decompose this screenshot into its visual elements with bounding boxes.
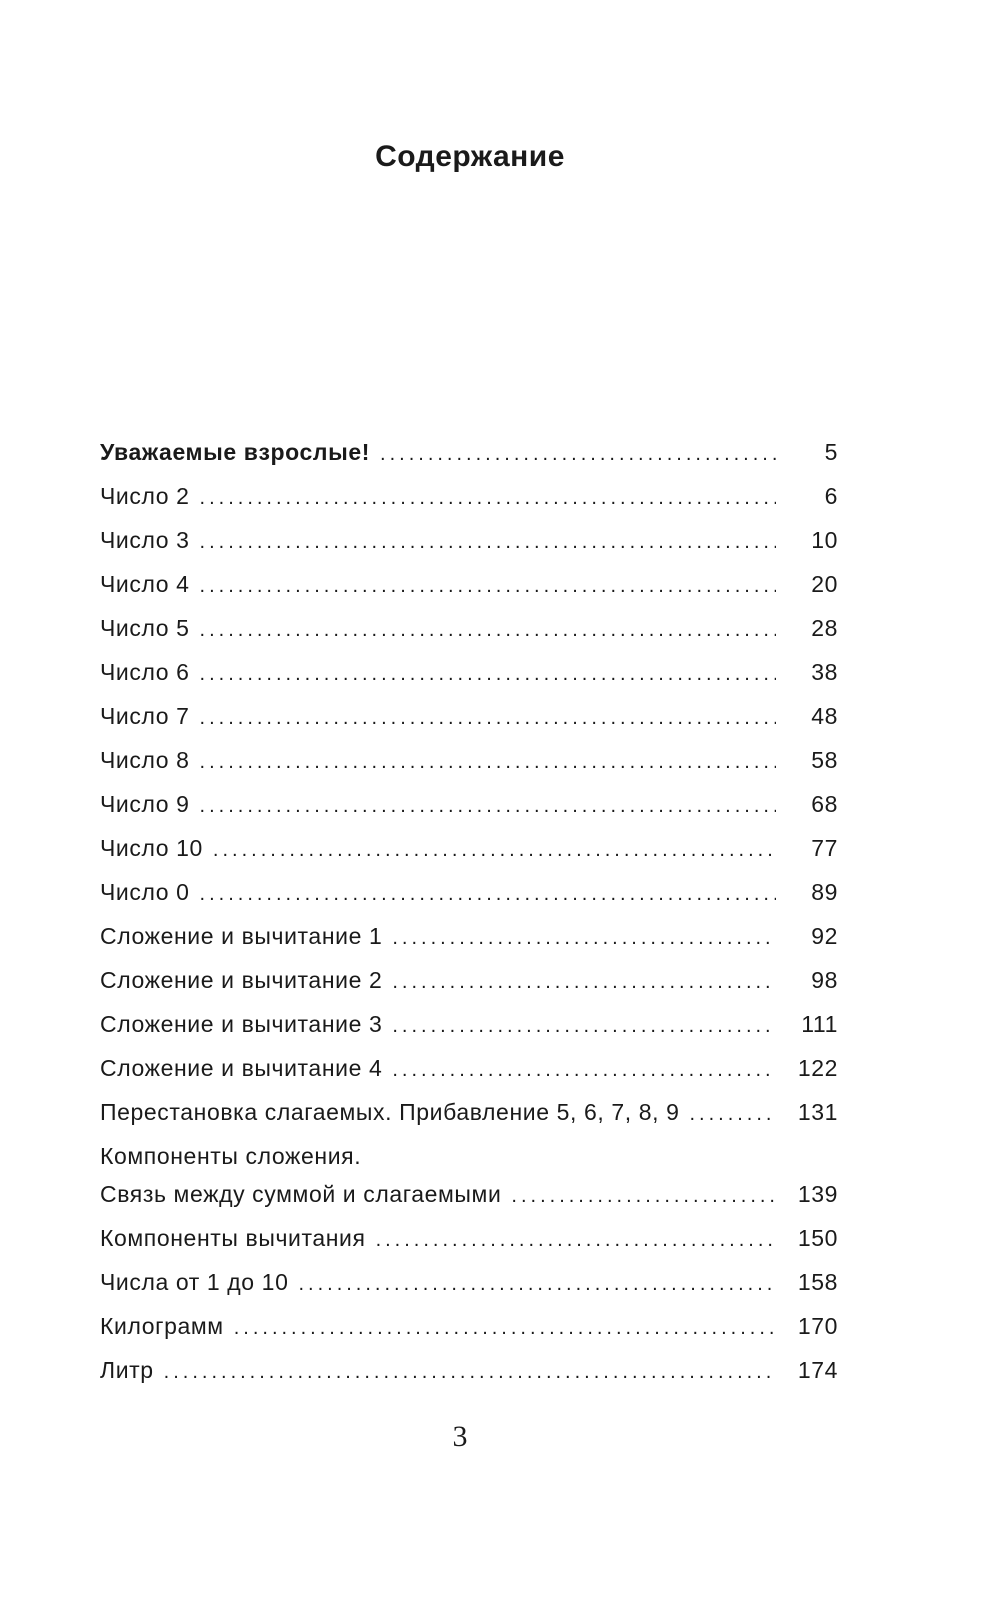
toc-leader-dots bbox=[200, 608, 776, 652]
toc-leader-dots bbox=[200, 784, 776, 828]
toc-entry-label: Число 9 bbox=[100, 791, 190, 817]
toc-entry[interactable] bbox=[100, 650, 838, 694]
toc-leader-dots bbox=[376, 1218, 776, 1262]
toc-entry-page: 122 bbox=[797, 1055, 838, 1081]
toc-entry-label: Связь между суммой и слагаемыми bbox=[100, 1181, 502, 1207]
toc-leader-dots bbox=[200, 520, 776, 564]
toc-entry[interactable] bbox=[100, 1348, 838, 1392]
toc-entry-label: Килограмм bbox=[100, 1313, 224, 1339]
toc-entry-page: 98 bbox=[811, 967, 838, 993]
toc-entry-page: 38 bbox=[811, 659, 838, 685]
toc-entry-page: 158 bbox=[797, 1269, 838, 1295]
toc-entry[interactable] bbox=[100, 1046, 838, 1090]
toc-entry[interactable] bbox=[100, 474, 838, 518]
toc-entry[interactable] bbox=[100, 562, 838, 606]
toc-entry[interactable] bbox=[100, 1090, 838, 1134]
toc-entry[interactable] bbox=[100, 430, 838, 474]
toc-entry-label: Компоненты вычитания bbox=[100, 1225, 366, 1251]
toc-entry-page: 170 bbox=[797, 1313, 838, 1339]
toc-entry[interactable] bbox=[100, 694, 838, 738]
toc-leader-dots bbox=[298, 1262, 776, 1306]
toc-leader-dots bbox=[164, 1350, 776, 1394]
table-of-contents bbox=[100, 430, 838, 1392]
page-number: 3 bbox=[452, 1420, 468, 1453]
toc-leader-dots bbox=[689, 1092, 776, 1136]
toc-entry[interactable] bbox=[100, 518, 838, 562]
toc-leader-dots bbox=[200, 740, 776, 784]
toc-entry[interactable] bbox=[100, 1260, 838, 1304]
toc-entry-page: 58 bbox=[811, 747, 838, 773]
toc-leader-dots bbox=[234, 1306, 776, 1350]
toc-entry-page: 6 bbox=[824, 483, 838, 509]
toc-entry[interactable] bbox=[100, 1134, 838, 1216]
toc-entry-label: Число 3 bbox=[100, 527, 190, 553]
toc-leader-dots bbox=[200, 696, 776, 740]
toc-entry[interactable] bbox=[100, 738, 838, 782]
toc-entry-page: 20 bbox=[811, 571, 838, 597]
toc-leader-dots bbox=[380, 432, 776, 476]
toc-entry-label: Число 2 bbox=[100, 483, 190, 509]
toc-leader-dots bbox=[200, 872, 776, 916]
toc-entry-line2 bbox=[100, 1172, 838, 1216]
toc-entry-label-line1: Компоненты сложения. bbox=[100, 1143, 362, 1169]
toc-leader-dots bbox=[200, 564, 776, 608]
toc-entry[interactable] bbox=[100, 914, 838, 958]
toc-leader-dots bbox=[392, 960, 776, 1004]
toc-entry[interactable] bbox=[100, 958, 838, 1002]
toc-leader-dots bbox=[392, 1004, 776, 1048]
toc-entry-label: Число 4 bbox=[100, 571, 190, 597]
page-title: Содержание bbox=[375, 140, 565, 173]
toc-entry-label: Число 10 bbox=[100, 835, 203, 861]
toc-entry[interactable] bbox=[100, 782, 838, 826]
toc-entry-page: 131 bbox=[797, 1099, 838, 1125]
toc-entry-label: Сложение и вычитание 3 bbox=[100, 1011, 383, 1037]
toc-entry-page: 111 bbox=[801, 1011, 838, 1037]
toc-entry-label: Число 5 bbox=[100, 615, 190, 641]
toc-leader-dots bbox=[392, 1048, 776, 1092]
toc-entry-label: Литр bbox=[100, 1357, 154, 1383]
toc-entry-label: Сложение и вычитание 2 bbox=[100, 967, 383, 993]
toc-entry[interactable] bbox=[100, 1216, 838, 1260]
toc-entry-label: Уважаемые взрослые! bbox=[100, 439, 371, 465]
toc-entry-page: 5 bbox=[824, 439, 838, 465]
toc-entry-label: Перестановка слагаемых. Прибавление 5, 6, 7, 8, 9 bbox=[100, 1099, 680, 1125]
toc-entry-page: 48 bbox=[811, 703, 838, 729]
toc-entry-page: 10 bbox=[811, 527, 838, 553]
toc-entry[interactable] bbox=[100, 606, 838, 650]
toc-entry-page: 68 bbox=[811, 791, 838, 817]
toc-entry-page: 28 bbox=[811, 615, 838, 641]
toc-entry-page: 89 bbox=[811, 879, 838, 905]
toc-entry-page: 174 bbox=[797, 1357, 838, 1383]
toc-entry-page: 150 bbox=[797, 1225, 838, 1251]
toc-entry-page: 139 bbox=[797, 1181, 838, 1207]
toc-leader-dots bbox=[200, 652, 776, 696]
toc-leader-dots bbox=[392, 916, 776, 960]
toc-entry[interactable] bbox=[100, 1002, 838, 1046]
toc-entry-label: Сложение и вычитание 4 bbox=[100, 1055, 383, 1081]
toc-entry-page: 77 bbox=[811, 835, 838, 861]
toc-entry-label: Число 6 bbox=[100, 659, 190, 685]
toc-entry-page: 92 bbox=[811, 923, 838, 949]
toc-entry[interactable] bbox=[100, 826, 838, 870]
toc-entry-label: Число 8 bbox=[100, 747, 190, 773]
toc-entry-label: Числа от 1 до 10 bbox=[100, 1269, 289, 1295]
toc-entry-label: Число 7 bbox=[100, 703, 190, 729]
toc-entry-label: Сложение и вычитание 1 bbox=[100, 923, 383, 949]
toc-leader-dots bbox=[213, 828, 776, 872]
toc-entry[interactable] bbox=[100, 1304, 838, 1348]
toc-leader-dots bbox=[200, 476, 776, 520]
toc-leader-dots bbox=[511, 1174, 776, 1218]
toc-entry[interactable] bbox=[100, 870, 838, 914]
toc-entry-label: Число 0 bbox=[100, 879, 190, 905]
